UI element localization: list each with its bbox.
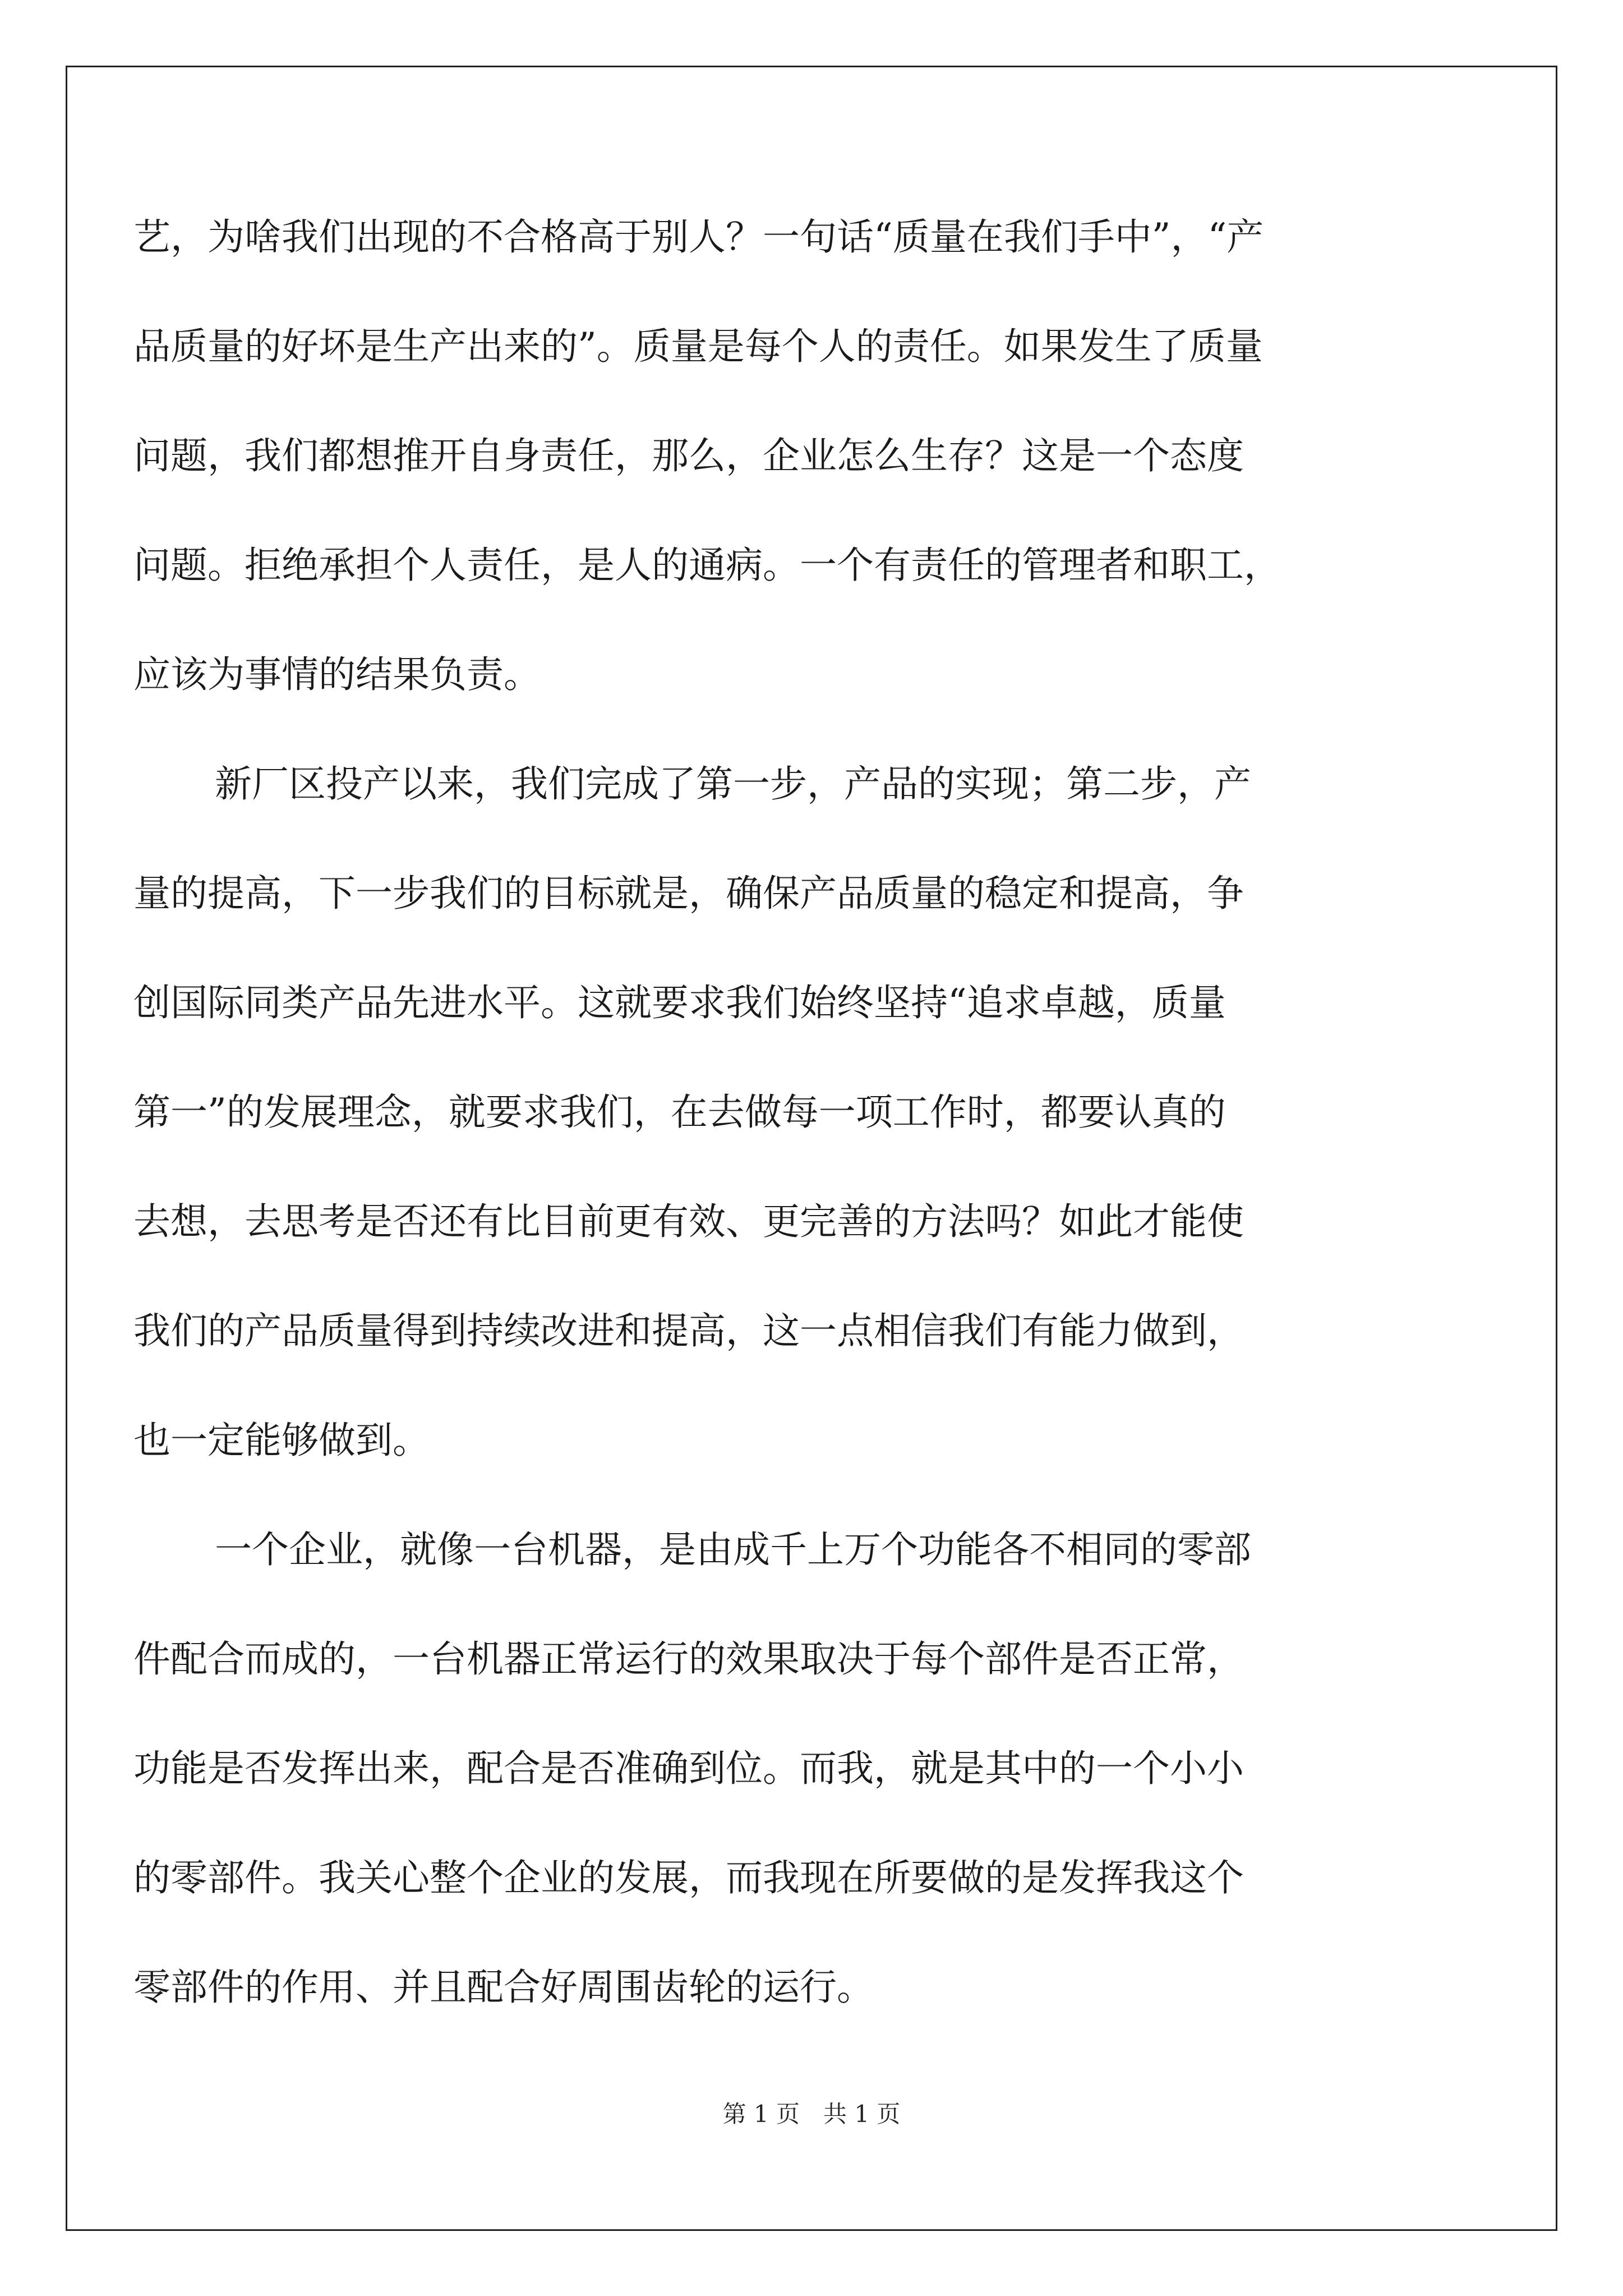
text-line: 品质量的好坏是生产出来的”。质量是每个人的责任。如果发生了质量 [133,325,1263,368]
text-line: 第一”的发展理念，就要求我们，在去做每一项工作时，都要认真的 [133,1091,1226,1134]
text-line: 去想，去思考是否还有比目前更有效、更完善的方法吗？如此才能使 [133,1200,1244,1243]
text-line: 我们的产品质量得到持续改进和提高，这一点相信我们有能力做到， [133,1309,1244,1352]
text-line: 应该为事情的结果负责。 [133,653,541,696]
text-line: 件配合而成的，一台机器正常运行的效果取决于每个部件是否正常， [133,1637,1244,1681]
text-line: 量的提高，下一步我们的目标就是，确保产品质量的稳定和提高，争 [133,872,1244,915]
page-border [66,66,1557,2231]
text-line: 艺，为啥我们出现的不合格高于别人？一句话“质量在我们手中”，“产 [133,215,1264,259]
text-line: 功能是否发挥出来，配合是否准确到位。而我，就是其中的一个小小 [133,1747,1244,1790]
page-footer [0,2102,1623,2126]
text-line: 问题。拒绝承担个人责任，是人的通病。一个有责任的管理者和职工， [133,544,1281,587]
text-line: 也一定能够做到。 [133,1419,430,1462]
text-line: 问题，我们都想推开自身责任，那么，企业怎么生存？这是一个态度 [133,434,1244,477]
page-number-label: 第 1 页 共 1 页 [722,2100,901,2128]
text-line: 的零部件。我关心整个企业的发展，而我现在所要做的是发挥我这个 [133,1856,1244,1899]
text-line: 零部件的作用、并且配合好周围齿轮的运行。 [133,1966,874,2009]
text-line: 创国际同类产品先进水平。这就要求我们始终坚持“追求卓越，质量 [133,981,1226,1024]
text-line: 一个企业，就像一台机器，是由成千上万个功能各不相同的零部 [215,1528,1251,1571]
text-line: 新厂区投产以来，我们完成了第一步，产品的实现；第二步，产 [215,762,1251,806]
